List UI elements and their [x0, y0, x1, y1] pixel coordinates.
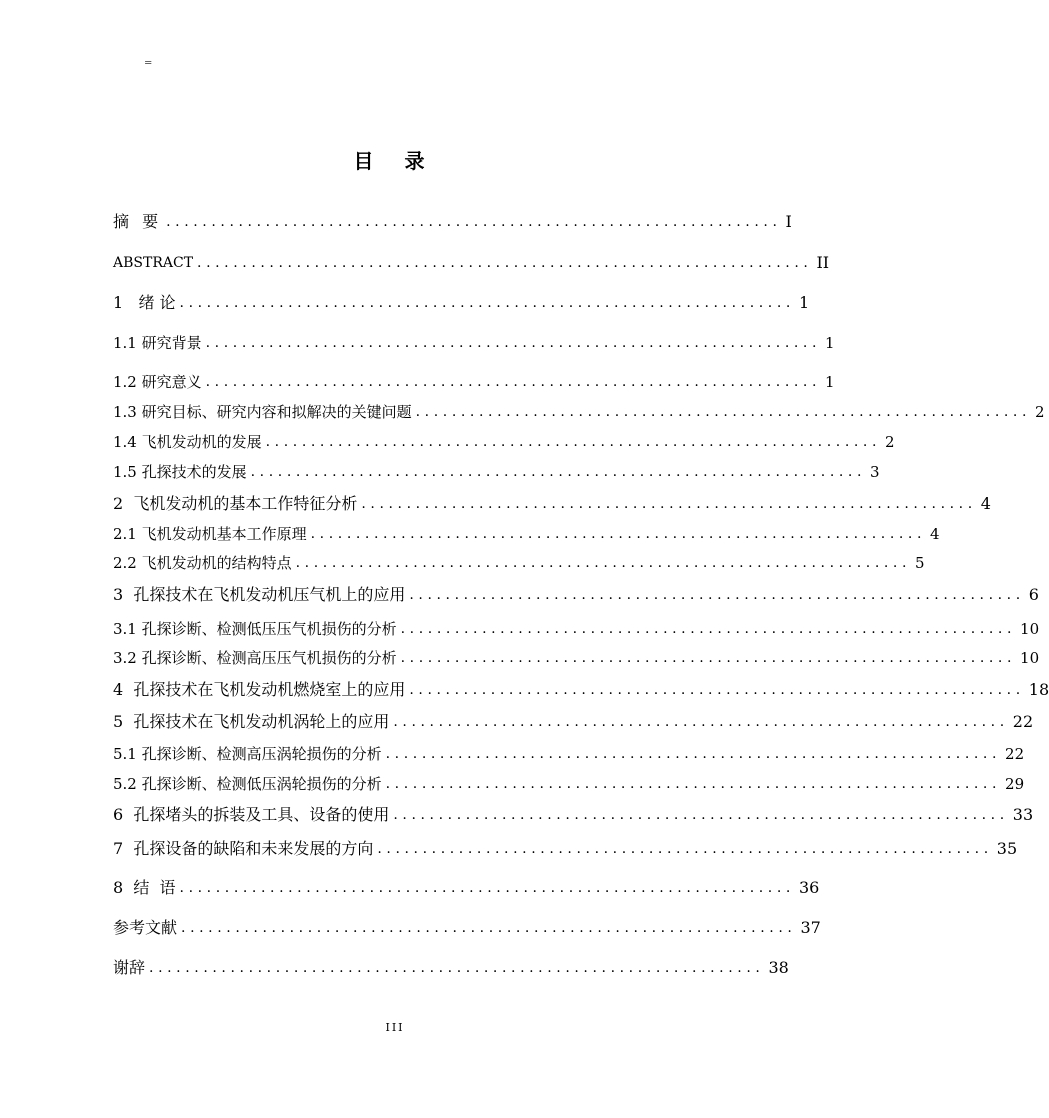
toc-entry-page: I: [785, 212, 792, 231]
page-number: III: [385, 1021, 405, 1034]
toc-entry-label: 3.1 孔探诊断、检测低压压气机损伤的分析: [113, 620, 397, 638]
toc-entry-label: 谢辞: [113, 958, 146, 977]
leader-dots: ....................................................................: [197, 255, 813, 271]
toc-entry-label: 6 孔探堵头的拆装及工具、设备的使用: [113, 805, 390, 824]
toc-entry-abstract-en[interactable]: [113, 248, 830, 272]
leader-dots: ....................................................................: [179, 880, 795, 896]
toc-entry-ch3[interactable]: [113, 580, 1039, 604]
leader-dots: ....................................................................: [181, 920, 797, 936]
toc-entry-ch4[interactable]: [113, 675, 1049, 699]
toc-entry-page: 1: [798, 293, 810, 312]
toc-entry-label: 3 孔探技术在飞机发动机压气机上的应用: [113, 585, 406, 604]
toc-entry-ch2[interactable]: [113, 489, 991, 513]
toc-entry-1-2[interactable]: [113, 367, 835, 391]
toc-entry-label: 5 孔探技术在飞机发动机涡轮上的应用: [113, 712, 390, 731]
toc-entry-page: 5: [915, 554, 925, 572]
leader-dots: ....................................................................: [385, 776, 1002, 792]
toc-entry-page: 22: [1012, 712, 1034, 731]
toc-entry-page: 2: [1035, 403, 1045, 421]
toc-entry-label: 7 孔探设备的缺陷和未来发展的方向: [113, 839, 374, 858]
toc-entry-1-3[interactable]: [113, 397, 1045, 421]
toc-entry-page: 33: [1012, 805, 1034, 824]
toc-entry-1-1[interactable]: [113, 328, 835, 352]
toc-entry-2-2[interactable]: [113, 548, 925, 572]
toc-entry-page: 10: [1020, 649, 1040, 667]
toc-entry-ch6[interactable]: [113, 800, 1034, 824]
toc-entry-acknowledgements[interactable]: [113, 953, 789, 977]
leader-dots: ....................................................................: [385, 746, 1002, 762]
toc-entry-label: 1.3 研究目标、研究内容和拟解决的关键问题: [113, 403, 412, 421]
toc-entry-label: 参考文献: [113, 918, 178, 937]
leader-dots: ....................................................................: [205, 374, 822, 390]
leader-dots: ....................................................................: [265, 434, 882, 450]
toc-entry-ch8[interactable]: [113, 873, 820, 897]
toc-entry-label: 2.1 飞机发动机基本工作原理: [113, 525, 307, 543]
page-title: 目 录: [353, 149, 437, 173]
toc-entry-ch5[interactable]: [113, 707, 1034, 731]
toc-entry-page: 18: [1028, 680, 1049, 699]
toc-entry-label: 1.5 孔探技术的发展: [113, 463, 247, 481]
toc-entry-3-2[interactable]: [113, 643, 1040, 667]
toc-entry-label: 5.1 孔探诊断、检测高压涡轮损伤的分析: [113, 745, 382, 763]
toc-entry-5-2[interactable]: [113, 769, 1025, 793]
toc-entry-label: 摘 要: [113, 212, 163, 231]
leader-dots: ....................................................................: [361, 496, 977, 512]
header-mark: =: [144, 58, 153, 69]
leader-dots: ....................................................................: [400, 621, 1017, 637]
toc-entry-1-4[interactable]: [113, 427, 895, 451]
toc-entry-page: 36: [798, 878, 820, 897]
toc-entry-abstract-cn[interactable]: [113, 207, 792, 231]
leader-dots: ....................................................................: [295, 555, 912, 571]
leader-dots: ....................................................................: [149, 960, 765, 976]
leader-dots: ....................................................................: [409, 587, 1025, 603]
toc-entry-label: ABSTRACT: [113, 255, 194, 271]
toc-entry-page: 6: [1028, 585, 1039, 604]
toc-entry-page: 1: [825, 334, 835, 352]
toc-entry-references[interactable]: [113, 913, 821, 937]
toc-entry-page: II: [816, 253, 830, 272]
leader-dots: ....................................................................: [393, 714, 1009, 730]
toc-entry-page: 10: [1020, 620, 1040, 638]
toc-entry-label: 1.4 飞机发动机的发展: [113, 433, 262, 451]
toc-entry-label: 1.2 研究意义: [113, 373, 202, 391]
toc-entry-label: 2 飞机发动机的基本工作特征分析: [113, 494, 358, 513]
toc-entry-1-5[interactable]: [113, 457, 880, 481]
leader-dots: ....................................................................: [205, 335, 822, 351]
toc-entry-page: 4: [980, 494, 991, 513]
toc-entry-page: 35: [996, 839, 1018, 858]
leader-dots: ....................................................................: [400, 650, 1017, 666]
toc-entry-page: 29: [1005, 775, 1025, 793]
leader-dots: ....................................................................: [250, 464, 867, 480]
toc-entry-label: 8 结 语: [113, 878, 176, 897]
toc-entry-page: 37: [800, 918, 821, 937]
toc-entry-label: 1.1 研究背景: [113, 334, 202, 352]
toc-entry-label: 1 绪 论: [113, 293, 176, 312]
toc-entry-page: 4: [930, 525, 940, 543]
leader-dots: ....................................................................: [179, 295, 795, 311]
toc-entry-label: 2.2 飞机发动机的结构特点: [113, 554, 292, 572]
toc-entry-ch1[interactable]: [113, 288, 810, 312]
toc-entry-3-1[interactable]: [113, 614, 1040, 638]
toc-entry-page: 3: [870, 463, 880, 481]
leader-dots: ....................................................................: [415, 404, 1032, 420]
toc-entry-5-1[interactable]: [113, 739, 1025, 763]
leader-dots: ....................................................................: [393, 807, 1009, 823]
toc-entry-ch7[interactable]: [113, 834, 1018, 858]
leader-dots: ....................................................................: [409, 682, 1025, 698]
toc-entry-2-1[interactable]: [113, 519, 940, 543]
toc-entry-page: 1: [825, 373, 835, 391]
leader-dots: ....................................................................: [377, 841, 993, 857]
toc-entry-label: 4 孔探技术在飞机发动机燃烧室上的应用: [113, 680, 406, 699]
toc-entry-label: 5.2 孔探诊断、检测低压涡轮损伤的分析: [113, 775, 382, 793]
leader-dots: ....................................................................: [310, 526, 927, 542]
toc-entry-label: 3.2 孔探诊断、检测高压压气机损伤的分析: [113, 649, 397, 667]
toc-entry-page: 22: [1005, 745, 1025, 763]
toc-entry-page: 2: [885, 433, 895, 451]
toc-entry-page: 38: [768, 958, 789, 977]
leader-dots: ....................................................................: [166, 214, 782, 230]
